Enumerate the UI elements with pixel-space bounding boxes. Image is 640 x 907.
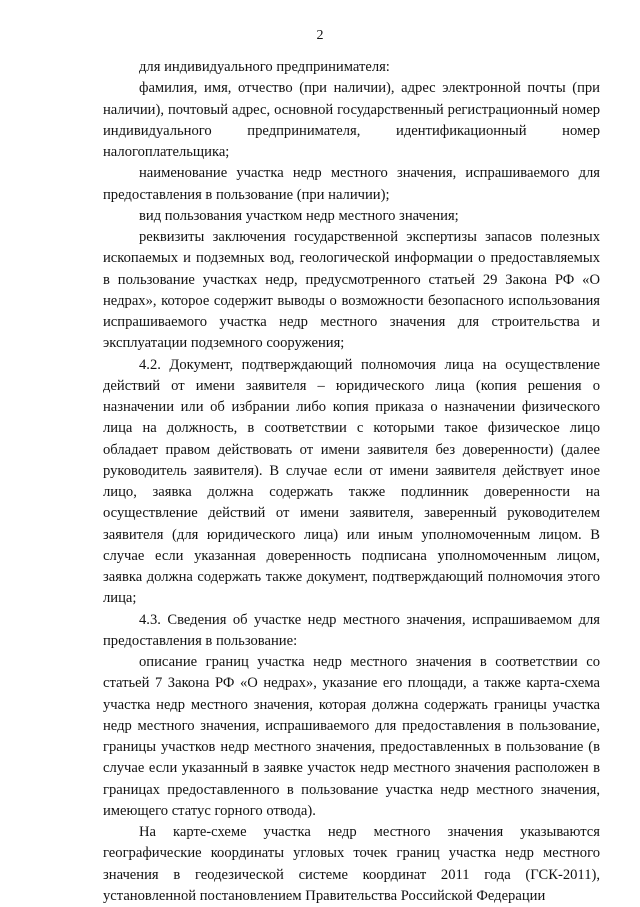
paragraph-individual-entrepreneur-heading: для индивидуального предпринимателя: — [139, 59, 390, 75]
paragraph-usage-type: вид пользования участком недр местного значения; — [139, 207, 459, 224]
paragraph-boundary-description: описание границ участка недр местного значения в соответствии со статьей 7 Закона РФ «О недрах», указание его площади, а также карта-схема участка недр местного значения, которая должна содержать границы участка недр местного значения, испрашиваемого для предоставления в пользование, границы участков недр местного значения, предоставленных в пользование (в случае если указанный в заявке участок недр местного значения расположен в границах предоставленного в пользование участка недр местного значения, имеющего статус горного отвода). — [103, 654, 600, 819]
document-body — [103, 57, 600, 907]
paragraph-map-coordinates: На карте-схеме участка недр местного значения указываются географические координаты угловых точек границ участка недр местного значения в геодезической системе координат 2011 года (ГСК-2011), установленной постановлением Правительства Российской Федерации — [103, 824, 600, 904]
paragraph-section-4-3: 4.3. Сведения об участке недр местного значения, испрашиваемом для предоставления в пользование: — [103, 611, 600, 649]
page-number: 2 — [316, 28, 324, 43]
paragraph-entrepreneur-details: фамилия, имя, отчество (при наличии), адрес электронной почты (при наличии), почтовый адрес, основной государственный регистрационный номер индивидуального предпринимателя, идентификационный номер налогоплательщика; — [103, 80, 600, 160]
paragraph-expertise-details: реквизиты заключения государственной экспертизы запасов полезных ископаемых и подземных вод, геологической информации о предоставляемых в пользование участках недр, предусмотренного статьей 29 Закона РФ «О недрах», которое содержит выводы о возможности безопасного использования испрашиваемого участка недр местного значения для строительства и эксплуатации подземного сооружения; — [103, 229, 600, 352]
paragraph-subsoil-plot-name: наименование участка недр местного значения, испрашиваемого для предоставления в пользование (при наличии); — [103, 165, 600, 203]
paragraph-section-4-2: 4.2. Документ, подтверждающий полномочия лица на осуществление действий от имени заявителя – юридического лица (копия решения о назначении или об избрании либо копия приказа о назначении физического лица на должность, в соответствии с которыми такое физическое лицо обладает правом действовать от имени заявителя без доверенности) (далее руководитель заявителя). В случае если от имени заявителя действует иное лицо, заявка должна содержать также подлинник доверенности на осуществление действий от имени заявителя, заверенный руководителем заявителя (для юридического лица) или иным уполномоченным лицом. В случае если указанная доверенность подписана уполномоченным лицом, заявка должна содержать также документ, подтверждающий полномочия этого лица; — [103, 356, 600, 607]
